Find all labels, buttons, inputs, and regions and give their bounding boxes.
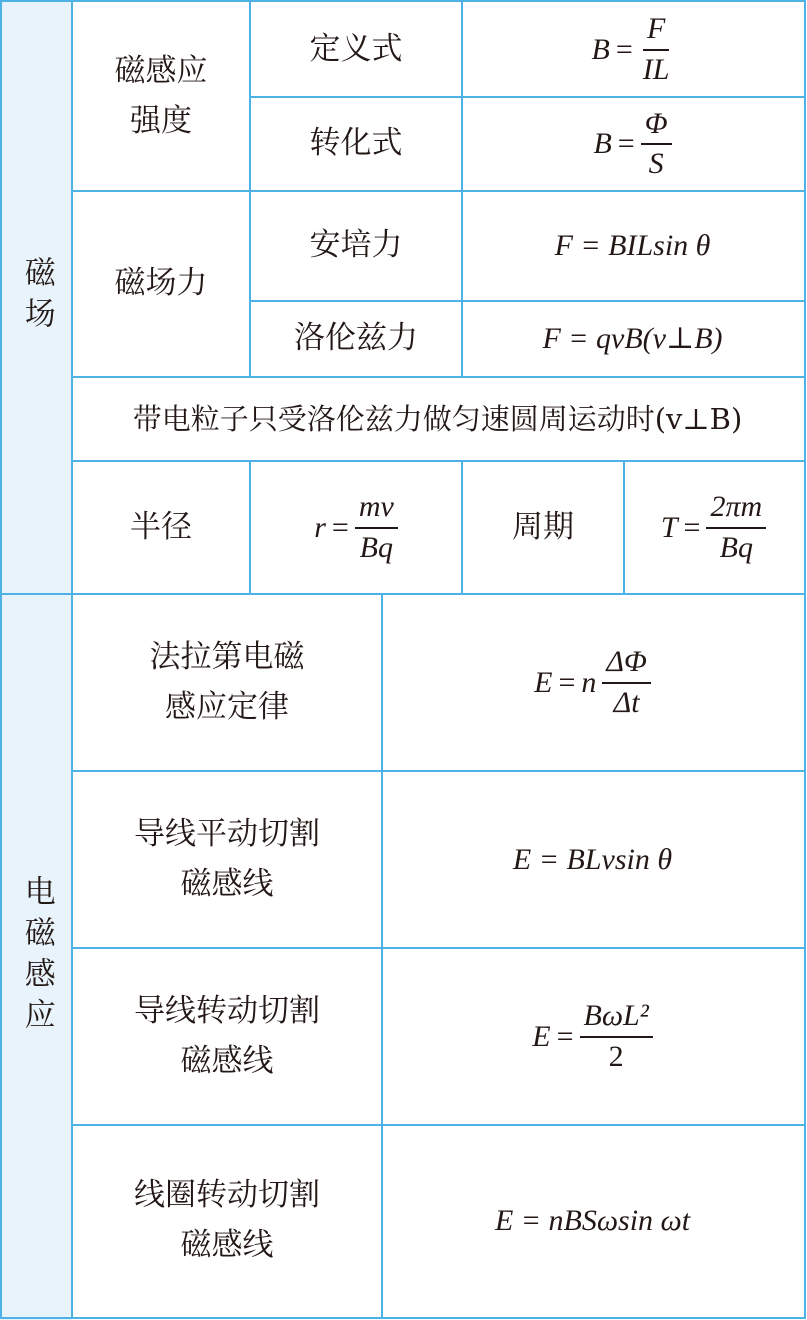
- formula-text: F = BILsin θ: [554, 229, 711, 262]
- fraction-numerator: mv: [355, 490, 398, 529]
- formula-text: E = nBSωsin ωt: [494, 1204, 691, 1237]
- fraction-denominator: 2: [608, 1039, 624, 1073]
- fraction-denominator: S: [648, 147, 664, 180]
- formula-text: F = qvB(v⊥B): [542, 322, 723, 355]
- magnetic-force-label: 磁场力: [114, 265, 208, 302]
- definition-label: 定义式: [309, 30, 403, 67]
- induction-strength-label: 磁感应 强度: [114, 52, 208, 139]
- formula-lhs: B: [591, 32, 610, 66]
- formula-eq: =: [331, 510, 349, 544]
- formula-lhs: E: [532, 1019, 551, 1053]
- fraction-denominator: IL: [642, 52, 670, 86]
- formula-eq: =: [615, 32, 633, 66]
- fraction-numerator: F: [643, 12, 669, 51]
- formula-lhs: T: [660, 510, 678, 544]
- section-induction-label: 电磁感应: [18, 875, 55, 1039]
- fraction-numerator: Φ: [641, 107, 672, 146]
- translation-cutting-label: 导线平动切割 磁感线: [134, 815, 320, 902]
- formula-lhs: E: [534, 665, 553, 699]
- formula-eq: =: [556, 1019, 574, 1053]
- fraction-denominator: Bq: [719, 530, 753, 564]
- circular-motion-text: 带电粒子只受洛伦兹力做匀速圆周运动时(v⊥B): [132, 401, 743, 436]
- conversion-label: 转化式: [309, 125, 403, 162]
- fraction-numerator: ΔΦ: [602, 645, 650, 684]
- formula-lhs: r: [314, 510, 326, 544]
- radius-label: 半径: [130, 508, 192, 545]
- lorentz-force-label: 洛伦兹力: [294, 320, 418, 357]
- formula-text: E = BLvsin θ: [512, 842, 673, 876]
- formula-eq: =: [683, 510, 701, 544]
- formula-eq: =: [617, 127, 635, 160]
- formula-eq: =: [558, 665, 576, 699]
- fraction-numerator: BωL²: [580, 999, 653, 1038]
- rotation-cutting-label: 导线转动切割 磁感线: [134, 992, 320, 1079]
- fraction-denominator: Bq: [359, 530, 393, 564]
- fraction-denominator: Δt: [613, 685, 640, 719]
- table-border: [1, 1, 805, 1318]
- faraday-law-label: 法拉第电磁 感应定律: [149, 638, 305, 725]
- coil-rotation-label: 线圈转动切割 磁感线: [134, 1177, 320, 1263]
- period-label: 周期: [512, 508, 574, 545]
- formula-coefficient: n: [581, 665, 597, 699]
- formula-lhs: B: [593, 127, 612, 160]
- ampere-force-label: 安培力: [309, 227, 403, 264]
- fraction-numerator: 2πm: [706, 490, 766, 529]
- section-magnetic-label: 磁场: [18, 256, 55, 338]
